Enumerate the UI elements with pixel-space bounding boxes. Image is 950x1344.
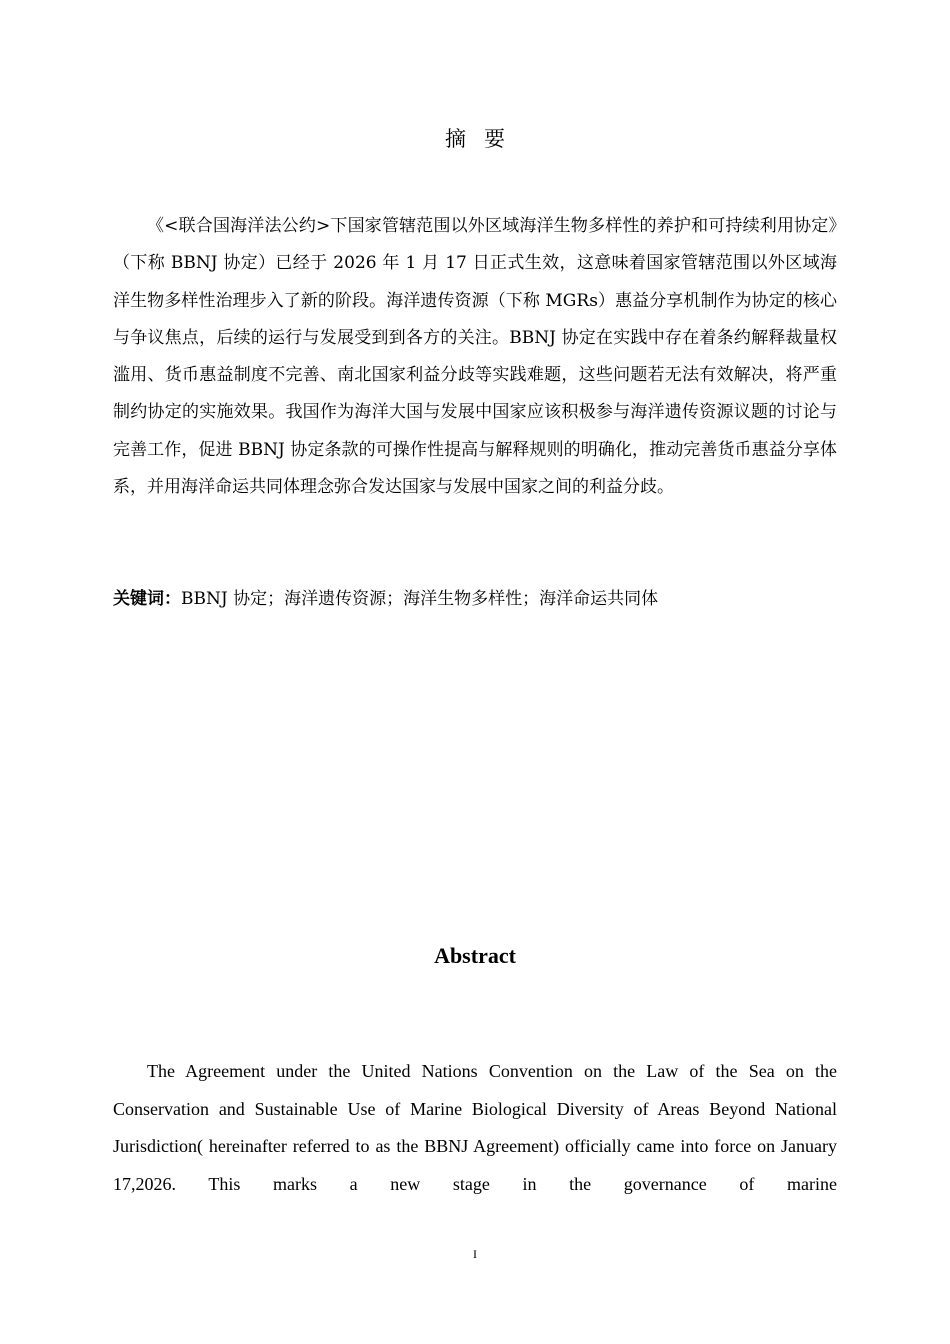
english-abstract-body: The Agreement under the United Nations Convention on the Law of the Sea on the Conservation and Sustainable Use of Marine Biological Diversity of Areas Beyond National Jurisdiction( hereinafter referred to as the BBNJ Agreement) officially came into force on January 17,2026. This marks a new stage in the governance of marine (113, 1061, 837, 1194)
page-number: I (473, 1247, 477, 1261)
chinese-keywords-line (113, 584, 837, 614)
chinese-abstract-body: 《<联合国海洋法公约>下国家管辖范围以外区域海洋生物多样性的养护和可持续利用协定》（下称 BBNJ 协定）已经于 2026 年 1 月 17 日正式生效，这意味着国家管辖范围以外区域海洋生物多样性治理步入了新的阶段。海洋遗传资源（下称 MGRs）惠益分享机制作为协定的核心与争议焦点，后续的运行与发展受到到各方的关注。BBNJ 协定在实践中存在着条约解释裁量权滥用、货币惠益制度不完善、南北国家利益分歧等实践难题，这些问题若无法有效解决，将严重制约协定的实施效果。我国作为海洋大国与发展中国家应该积极参与海洋遗传资源议题的讨论与完善工作，促进 BBNJ 协定条款的可操作性提高与解释规则的明确化，推动完善货币惠益分享体系，并用海洋命运共同体理念弥合发达国家与发展中国家之间的利益分歧。 (113, 216, 837, 498)
title-char: 要 (484, 127, 505, 151)
keywords-list: BBNJ 协定；海洋遗传资源；海洋生物多样性；海洋命运共同体 (181, 589, 659, 609)
chinese-abstract-title (0, 122, 950, 156)
title-char: 摘 (445, 127, 466, 151)
keywords-label: 关键词： (113, 589, 181, 609)
english-abstract-title: Abstract (434, 943, 516, 968)
